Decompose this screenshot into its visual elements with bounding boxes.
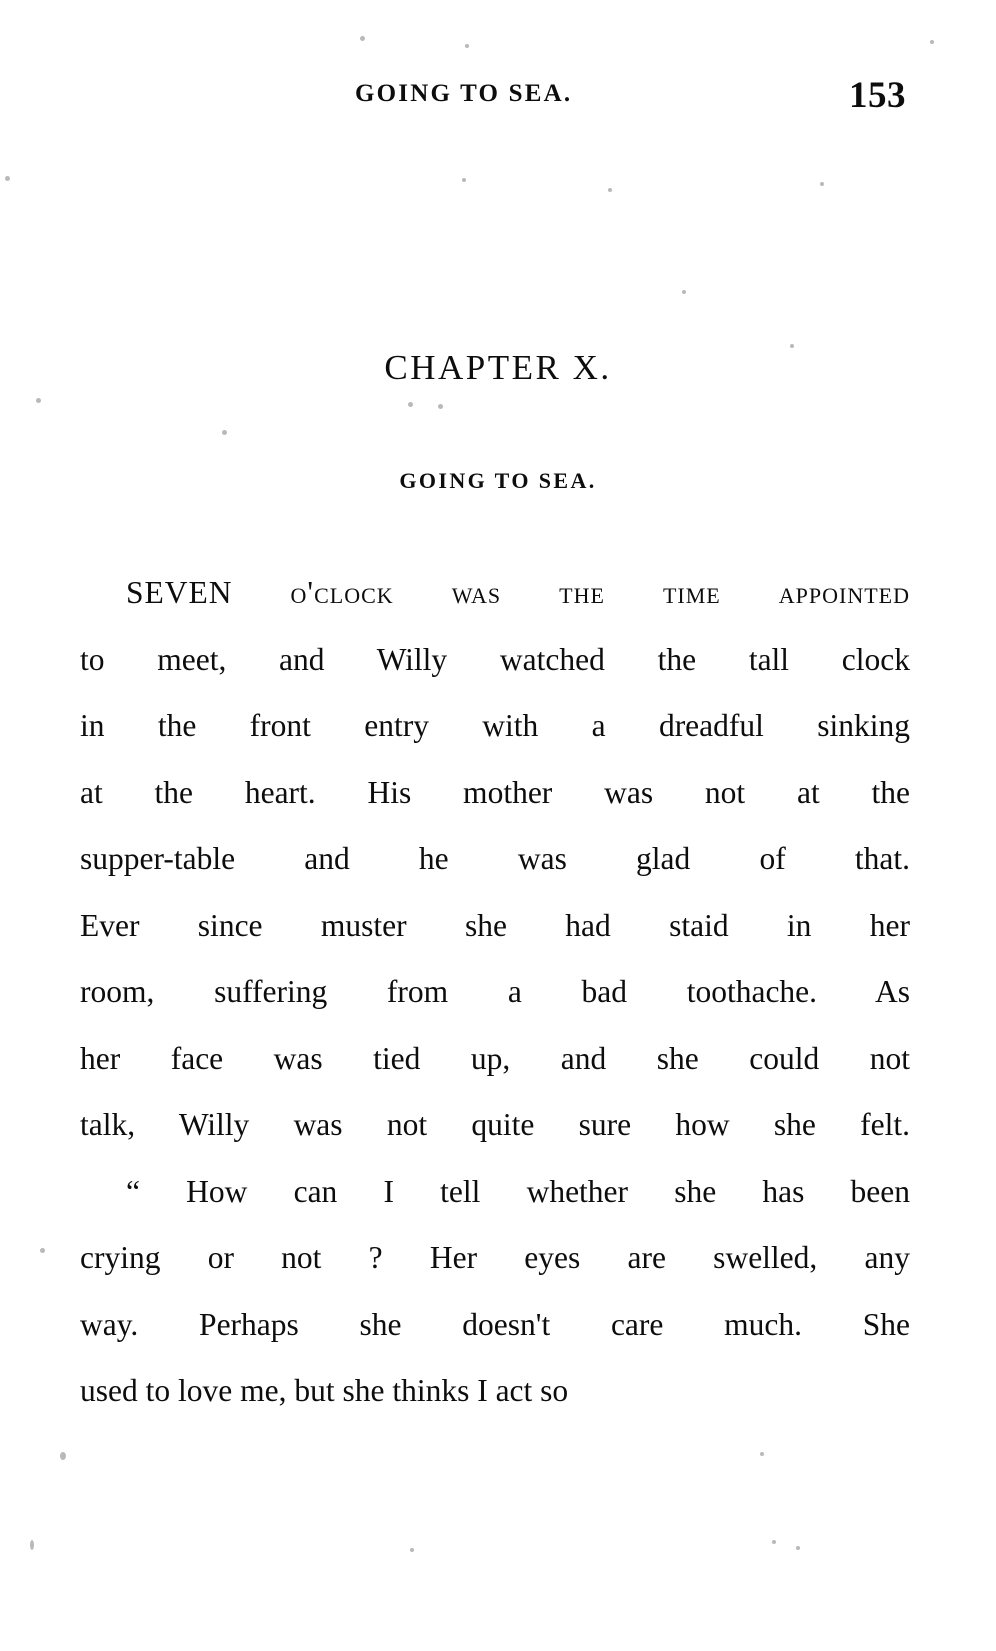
body-text (80, 560, 910, 1425)
scan-speck (360, 36, 365, 41)
page-number: 153 (849, 75, 906, 116)
scan-speck (760, 1452, 764, 1456)
paragraph-2 (80, 1159, 910, 1425)
text-line: her face was tied up, and she could not (80, 1040, 910, 1076)
scan-speck (40, 1248, 45, 1253)
text-line: supper-table and he was glad of that. (80, 841, 910, 876)
text-line: at the heart. His mother was not at the (80, 774, 910, 810)
scan-speck (30, 1540, 34, 1550)
scan-speck (772, 1540, 776, 1544)
scan-speck (408, 402, 413, 407)
text-line: Ever since muster she had staid in her (80, 907, 910, 943)
text-line: room, suffering from a bad toothache. As (80, 974, 910, 1009)
running-head-title: GOING TO SEA. (355, 80, 573, 107)
scan-speck (682, 290, 686, 294)
scan-speck (438, 404, 443, 409)
scan-speck (820, 182, 824, 186)
text-line: to meet, and Willy watched the tall clock (80, 641, 910, 677)
text-line: in the front entry with a dreadful sinking (80, 708, 910, 743)
text-line (80, 560, 910, 627)
text-line: way. Perhaps she doesn't care much. She (80, 1306, 910, 1342)
scan-speck (608, 188, 612, 192)
text-line: talk, Willy was not quite sure how she felt. (80, 1107, 910, 1142)
text-line: crying or not ? Her eyes are swelled, any (80, 1240, 910, 1275)
chapter-title: GOING TO SEA. (399, 468, 597, 493)
scan-speck (410, 1548, 414, 1552)
text-line: used to love me, but she thinks I act so (80, 1373, 569, 1408)
text-line (80, 1159, 910, 1226)
line-1-text: “ How can I tell whether she has been (126, 1173, 910, 1209)
scan-speck (60, 1452, 66, 1460)
scan-speck (222, 430, 227, 435)
chapter-number: CHAPTER X. (384, 348, 612, 387)
scan-speck (462, 178, 466, 182)
scan-speck (5, 176, 10, 181)
scan-speck (465, 44, 469, 48)
scan-speck (930, 40, 934, 44)
scan-speck (790, 344, 794, 348)
scan-speck (796, 1546, 800, 1550)
paragraph-1 (80, 560, 910, 1159)
scan-speck (36, 398, 41, 403)
running-head (80, 74, 916, 120)
line-1-text: SEVEN o'clock was the time appointed (126, 575, 910, 610)
